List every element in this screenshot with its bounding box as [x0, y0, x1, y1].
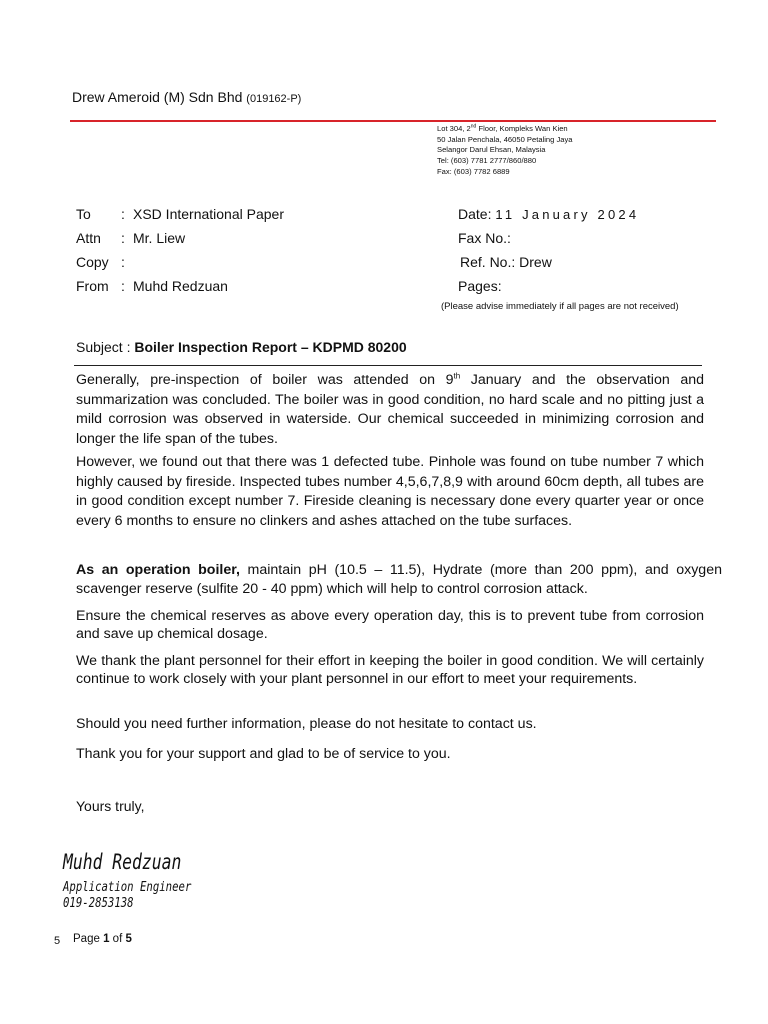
signer-title: Application Engineer	[63, 880, 192, 895]
body-paragraph-1: Generally, pre-inspection of boiler was attended on 9th January and the observation and summarization was concluded. The boiler was in good condition, no hard scale and no pitting just a mild corrosion was observed in waterside. Our chemical succeeded in minimizing corrosion and longer the life span of the tubes.	[76, 371, 704, 447]
body-paragraph-4: Ensure the chemical reserves as above every operation day, this is to prevent tube from corrosion and save up chemical dosage.	[76, 608, 704, 642]
pages-note: (Please advise immediately if all pages are not received)	[441, 301, 679, 312]
from-label: From	[76, 278, 109, 294]
address-line-2: 50 Jalan Penchala, 46050 Petaling Jaya	[437, 134, 573, 144]
copy-label: Copy	[76, 254, 109, 270]
copy-colon: :	[121, 254, 125, 270]
signature-name: Muhd Redzuan	[63, 850, 182, 874]
ref-field	[460, 254, 552, 270]
body-paragraph-6: Should you need further information, please do not hesitate to contact us.	[76, 716, 537, 732]
body-paragraph-7: Thank you for your support and glad to be of service to you.	[76, 746, 451, 762]
subject-divider	[74, 365, 702, 366]
address-line-1: Lot 304, 2nd Floor, Kompleks Wan Kien	[437, 123, 568, 133]
subject-line	[76, 339, 407, 355]
address-tel: Tel: (603) 7781 2777/860/880	[437, 156, 537, 166]
to-label: To	[76, 206, 91, 222]
signer-details	[63, 880, 191, 912]
pages-label: Pages:	[458, 278, 502, 294]
letterhead-divider	[70, 120, 716, 122]
to-value: XSD International Paper	[133, 206, 284, 222]
from-value: Muhd Redzuan	[133, 278, 228, 294]
company-registration: (019162-P)	[246, 93, 302, 105]
date-field	[458, 206, 639, 222]
date-value: 11 January 2024	[495, 207, 640, 222]
subject-label: Subject	[76, 339, 123, 355]
ref-value: Drew	[519, 254, 552, 270]
fax-label: Fax No.:	[458, 230, 511, 246]
closing-salutation: Yours truly,	[76, 798, 145, 814]
from-colon: :	[121, 278, 125, 294]
address-line-3: Selangor Darul Ehsan, Malaysia	[437, 145, 546, 155]
date-label: Date	[458, 206, 488, 222]
company-name-text: Drew Ameroid (M) Sdn Bhd	[72, 89, 243, 105]
attn-label: Attn	[76, 230, 101, 246]
attn-colon: :	[121, 230, 125, 246]
page-marker: 5	[54, 935, 61, 947]
subject-colon: :	[126, 339, 131, 355]
body-paragraph-2: However, we found out that there was 1 defected tube. Pinhole was found on tube number 7 which highly caused by fireside. Inspected tubes number 4,5,6,7,8,9 with around 60cm depth, all tubes are in good condition except number 7. Fireside cleaning is necessary done every quarter year or once every 6 months to ensure no clinkers and ashes attached on the tube surfaces.	[76, 454, 704, 529]
body-paragraph-3: As an operation boiler, maintain pH (10.5 – 11.5), Hydrate (more than 200 ppm), and oxygen scavenger reserve (sulfite 20 - 40 ppm) which will help to control corrosion attack.	[76, 562, 722, 597]
to-colon: :	[121, 206, 125, 222]
signer-phone: 019-2853138	[63, 896, 134, 911]
company-address	[437, 124, 573, 178]
attn-value: Mr. Liew	[133, 230, 186, 246]
date-colon: :	[487, 206, 492, 222]
operation-boiler-emphasis: As an operation boiler,	[76, 562, 240, 578]
company-name	[72, 89, 301, 105]
page-number: Page 1 of 5	[73, 933, 132, 945]
body-paragraph-5: We thank the plant personnel for their effort in keeping the boiler in good condition. We will certainly continue to work closely with your plant personnel in our effort to meet your requirements.	[76, 653, 704, 687]
ref-label: Ref. No.:	[460, 254, 516, 270]
address-fax: Fax: (603) 7782 6889	[437, 166, 510, 176]
subject-value: Boiler Inspection Report – KDPMD 80200	[134, 339, 407, 355]
